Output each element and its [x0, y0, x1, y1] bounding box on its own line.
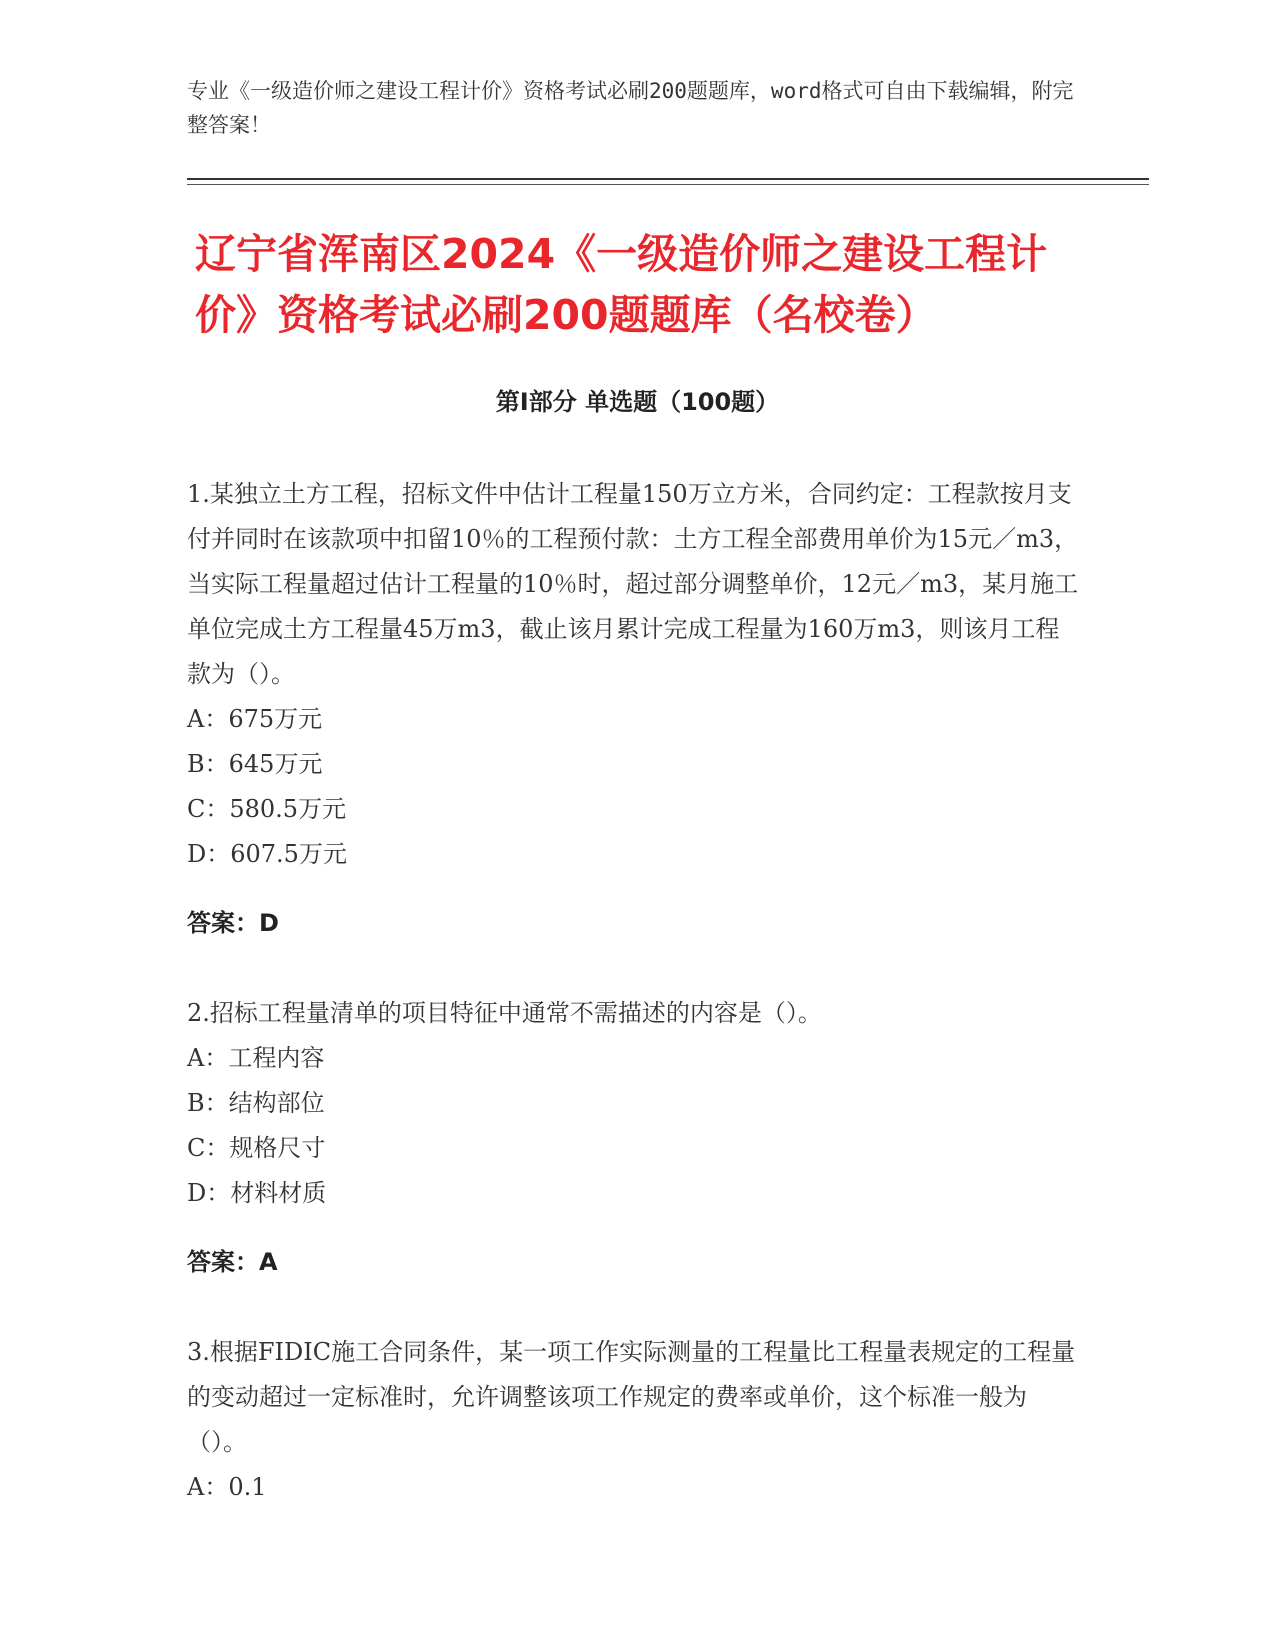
- question-1: [187, 472, 1082, 946]
- question-stem: 1.某独立土方工程，招标文件中估计工程量150万立方米，合同约定：工程款按月支付并同时在该款项中扣留10％的工程预付款：土方工程全部费用单价为15元／m3，当实际工程量超过估计工程量的10％时，超过部分调整单价，12元／m3，某月施工单位完成土方工程量45万m3，截止该月累计完成工程量为160万m3，则该月工程款为（）。: [187, 480, 1079, 688]
- option-c: C：580.5万元: [187, 795, 347, 823]
- answer-line: 答案：D: [187, 909, 279, 937]
- question-2: [187, 991, 1082, 1285]
- document-title: 辽宁省浑南区2024《一级造价师之建设工程计价》资格考试必刷200题题库（名校卷）: [195, 230, 1048, 339]
- question-list: [187, 472, 1082, 1555]
- header-rule-thick: [187, 178, 1149, 180]
- option-c: C：规格尺寸: [187, 1134, 326, 1162]
- question-stem: 2.招标工程量清单的项目特征中通常不需描述的内容是（）。: [187, 999, 822, 1027]
- header-note: 专业《一级造价师之建设工程计价》资格考试必刷200题题库，word格式可自由下载编辑，附完整答案！: [187, 79, 1074, 137]
- option-d: D：607.5万元: [187, 840, 347, 868]
- option-b: B：645万元: [187, 750, 323, 778]
- header-rule-thin: [187, 184, 1149, 185]
- option-a: A：0.1: [187, 1473, 267, 1501]
- question-stem: 3.根据FIDIC施工合同条件，某一项工作实际测量的工程量比工程量表规定的工程量的变动超过一定标准时，允许调整该项工作规定的费率或单价，这个标准一般为（）。: [187, 1338, 1076, 1456]
- section-title: 第I部分 单选题（100题）: [495, 388, 780, 416]
- option-a: A：675万元: [187, 705, 323, 733]
- option-a: A：工程内容: [187, 1044, 325, 1072]
- option-d: D：材料材质: [187, 1179, 327, 1207]
- question-3: [187, 1330, 1082, 1510]
- option-b: B：结构部位: [187, 1089, 325, 1117]
- answer-line: 答案：A: [187, 1248, 278, 1276]
